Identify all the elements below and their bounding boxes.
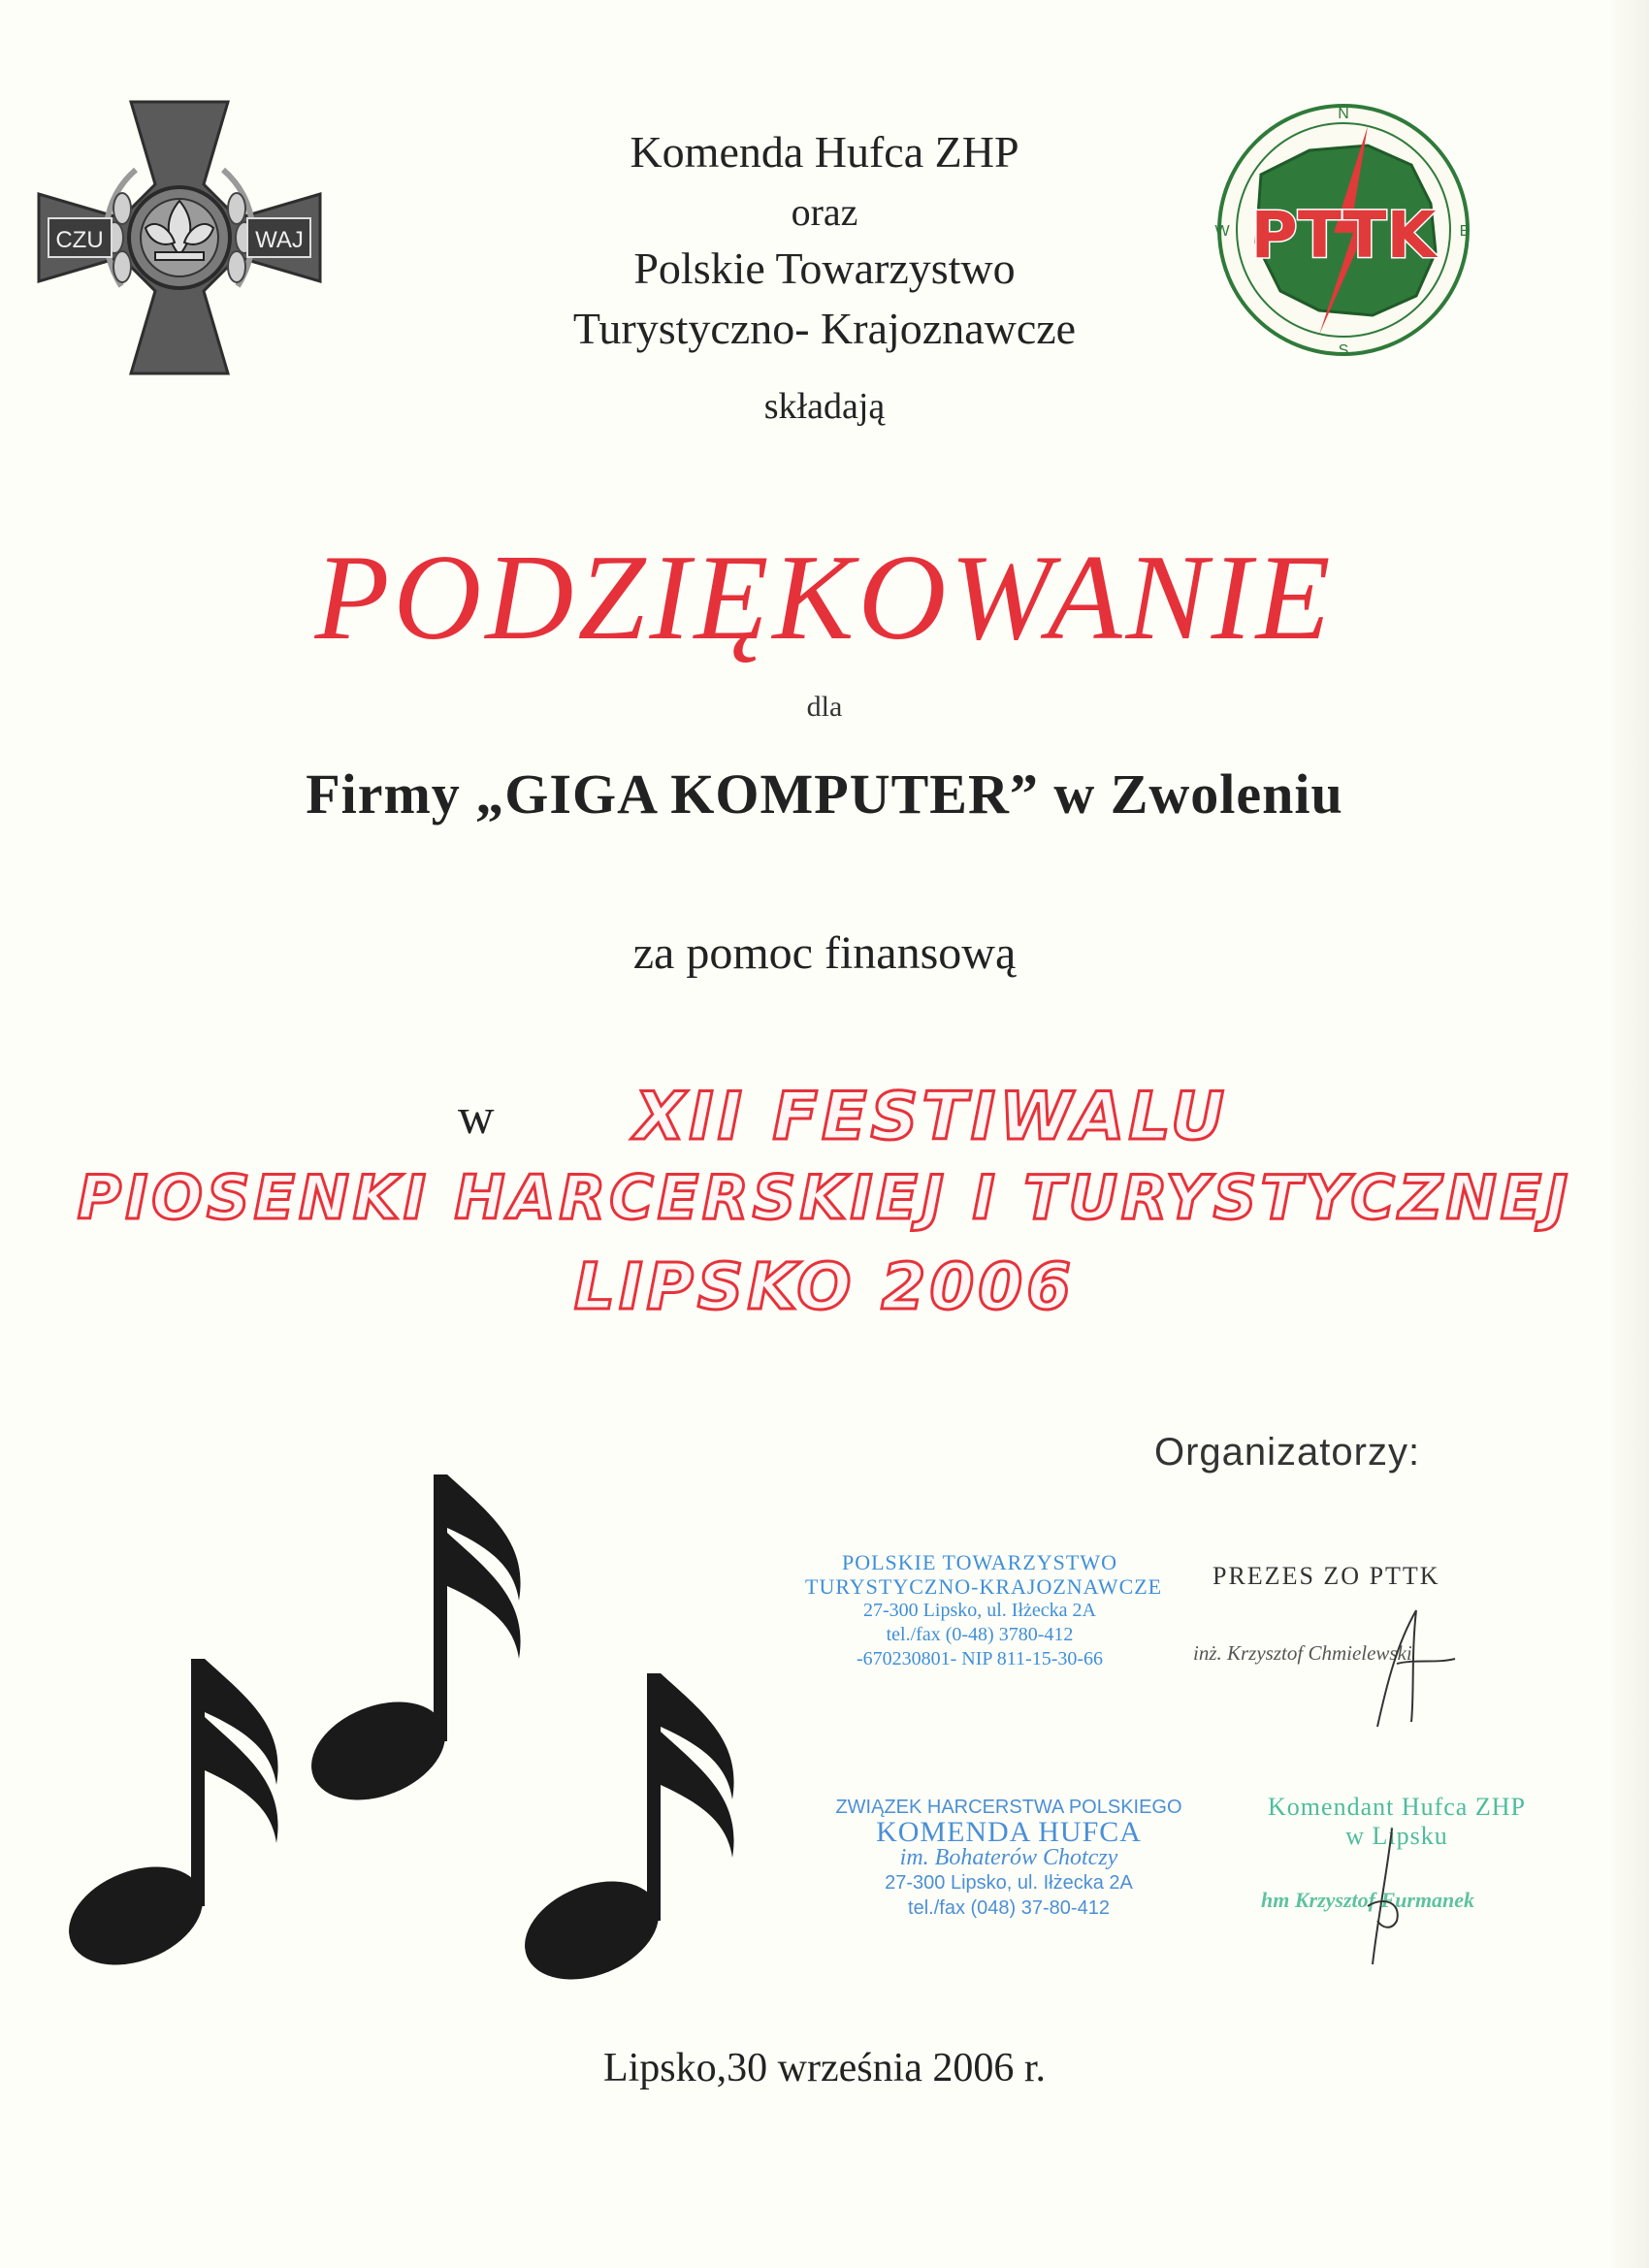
festival-prefix: w — [458, 1089, 495, 1145]
zhp-stamp-line-1: ZWIĄZEK HARCERSTWA POLSKIEGO — [835, 1797, 1182, 1818]
zhp-stamp-line-4: 27-300 Lipsko, ul. Iłżecka 2A — [885, 1872, 1133, 1894]
zhp-stamp — [834, 1795, 1183, 1921]
pttk-stamp-line-1: POLSKIE TOWARZYSTWO — [841, 1550, 1118, 1574]
zhp-cross-logo — [29, 92, 330, 383]
pttk-signatory-title: PREZES ZO PTTK — [1212, 1562, 1440, 1590]
zhp-stamp-line-5: tel./fax (048) 37-80-412 — [908, 1897, 1110, 1919]
date-place: Lipsko,30 września 2006 r. — [602, 2046, 1047, 2090]
compass-west: W — [1214, 223, 1230, 240]
header-line-5: składają — [763, 386, 886, 427]
header-line-2: oraz — [791, 190, 858, 234]
header-line-3: Polskie Towarzystwo — [633, 243, 1016, 293]
zhp-signatory-name: hm Krzysztof Furmanek — [1261, 1888, 1475, 1912]
cross-right-text: WAJ — [255, 227, 304, 253]
reason-text: za pomoc finansową — [632, 927, 1017, 979]
cross-left-text: CZU — [55, 227, 104, 253]
pttk-stamp-line-3: 27-300 Lipsko, ul. Iłżecka 2A — [863, 1600, 1096, 1621]
pttk-signature — [1358, 1605, 1474, 1732]
zhp-signatory-title-line-2: w Lipsku — [1345, 1822, 1448, 1850]
header-line-1: Komenda Hufca ZHP — [630, 127, 1019, 177]
festival-line-2: PIOSENKI HARCERSKIEJ I TURYSTYCZNEJ — [77, 1162, 1572, 1233]
pttk-logo — [1203, 97, 1484, 364]
compass-south: S — [1338, 342, 1349, 359]
pttk-stamp-line-2: TURYSTYCZNO-KRAJOZNAWCZE — [805, 1574, 1163, 1599]
certificate-title: PODZIĘKOWANIE — [314, 531, 1335, 665]
pttk-text: PTTK — [1250, 198, 1437, 273]
festival-line-1: XII FESTIWALU — [633, 1079, 1229, 1155]
pttk-stamp-line-5: -670230801- NIP 811-15-30-66 — [856, 1648, 1104, 1669]
zhp-signature — [1348, 1824, 1426, 1969]
organizers-label: Organizatorzy: — [1154, 1431, 1421, 1474]
zhp-stamp-line-3: im. Bohaterów Chotczy — [899, 1845, 1118, 1870]
festival-line-3: LIPSKO 2006 — [573, 1249, 1076, 1324]
pttk-stamp-line-4: tel./fax (0-48) 3780-412 — [886, 1624, 1074, 1645]
recipient-name: Firmy „GIGA KOMPUTER” w Zwoleniu — [306, 762, 1343, 826]
compass-east: E — [1459, 223, 1471, 240]
pttk-stamp — [805, 1550, 1163, 1671]
header-line-4: Turystyczno- Krajoznawcze — [572, 304, 1077, 353]
dla-text: dla — [806, 691, 843, 723]
zhp-stamp-line-2: KOMENDA HUFCA — [876, 1816, 1142, 1848]
music-notes-icon — [53, 1465, 810, 1989]
pttk-signatory-name: inż. Krzysztof Chmielewski — [1193, 1641, 1412, 1665]
zhp-signatory-title-line-1: Komendant Hufca ZHP — [1268, 1793, 1526, 1821]
compass-north: N — [1338, 106, 1349, 122]
